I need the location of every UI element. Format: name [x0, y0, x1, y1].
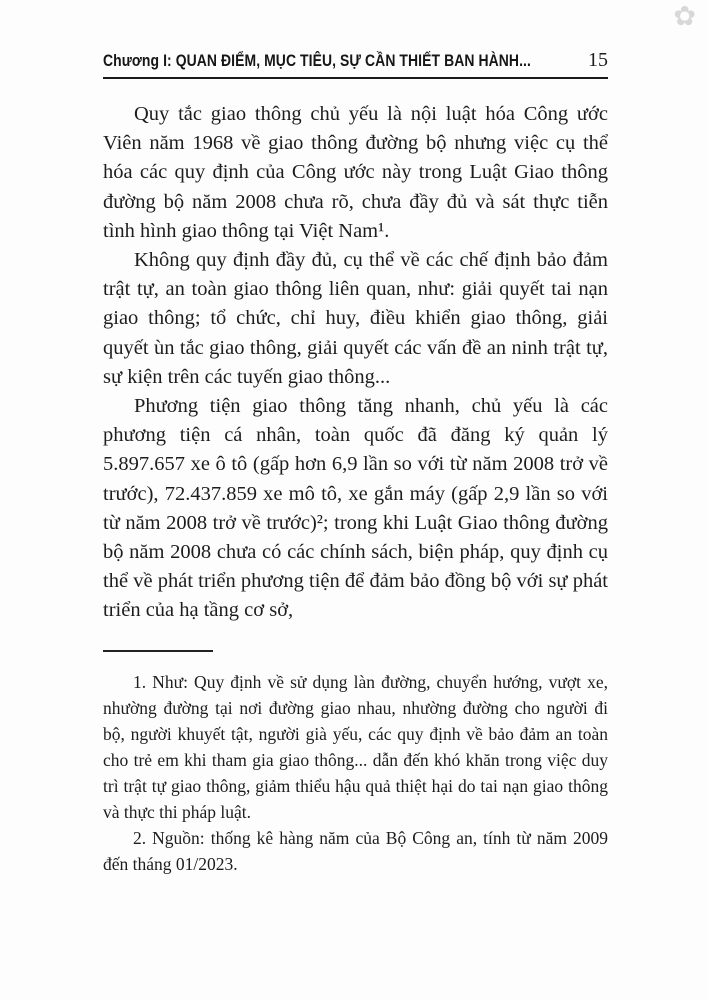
footnotes-section	[103, 650, 608, 877]
body-paragraph: Quy tắc giao thông chủ yếu là nội luật hóa Công ước Viên năm 1968 về giao thông đường bộ nhưng việc cụ thể hóa các quy định của Công ước này trong Luật Giao thông đường bộ năm 2008 chưa rõ, chưa đầy đủ và sát thực tiễn tình hình giao thông tại Việt Nam¹.	[103, 103, 608, 242]
footnote: 2. Nguồn: thống kê hàng năm của Bộ Công an, tính từ năm 2009 đến tháng 01/2023.	[103, 827, 608, 874]
header-rule	[103, 77, 608, 79]
footnote: 1. Như: Quy định về sử dụng làn đường, chuyển hướng, vượt xe, nhường đường tại nơi đường giao nhau, nhường đường cho người đi bộ, người khuyết tật, người già yếu, các quy định về bảo đảm an toàn cho trẻ em khi tham gia giao thông... dẫn đến khó khăn trong việc duy trì trật tự giao thông, giảm thiểu hậu quả thiệt hại do tai nạn giao thông và thực thi pháp luật.	[103, 671, 608, 822]
flower-ornament-icon: ✿	[673, 1, 696, 32]
page-number: 15	[588, 49, 608, 71]
body-paragraph: Không quy định đầy đủ, cụ thể về các chế định bảo đảm trật tự, an toàn giao thông liên quan, như: giải quyết tai nạn giao thông; tổ chức, chỉ huy, điều khiển giao thông, giải quyết ùn tắc giao thông, giải quyết các vấn đề an ninh trật tự, sự kiện trên các tuyến giao thông...	[103, 249, 608, 388]
page-content	[103, 100, 608, 877]
body-text	[103, 100, 608, 626]
footnote-separator	[103, 650, 213, 652]
chapter-title: Chương I: QUAN ĐIỂM, MỤC TIÊU, SỰ CẦN THIẾT BAN HÀNH...	[103, 51, 531, 70]
running-header	[103, 48, 608, 72]
body-paragraph: Phương tiện giao thông tăng nhanh, chủ yếu là các phương tiện cá nhân, toàn quốc đã đăng ký quản lý 5.897.657 xe ô tô (gấp hơn 6,9 lần so với từ năm 2008 trở về trước), 72.437.859 xe mô tô, xe gắn máy (gấp 2,9 lần so với từ năm 2008 trở về trước)²; trong khi Luật Giao thông đường bộ năm 2008 chưa có các chính sách, biện pháp, quy định cụ thể về phát triển phương tiện để đảm bảo đồng bộ với sự phát triển của hạ tầng cơ sở,	[103, 395, 608, 622]
